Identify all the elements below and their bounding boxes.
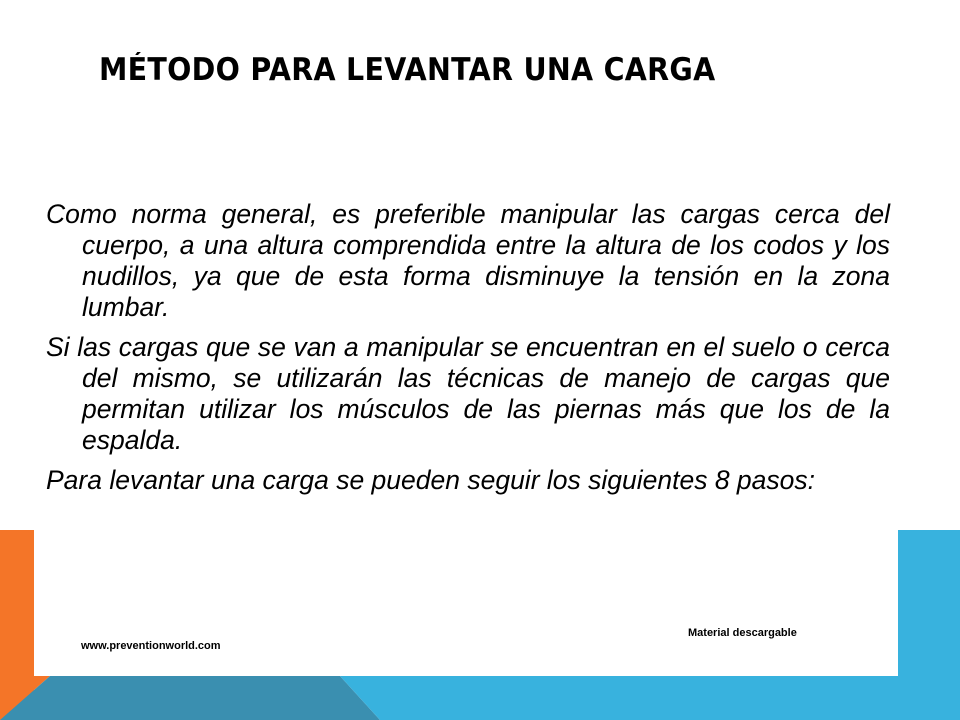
paragraph-1: Como norma general, es preferible manipular las cargas cerca del cuerpo, a una altura comprendida entre la altura de los codos y los nudillos, ya que de esta forma disminuye la tensión en la zona lumbar. [46,199,890,322]
footer-material-label: Material descargable [688,627,797,639]
light-blue-band [340,676,960,720]
footer-url: www.preventionworld.com [81,640,221,652]
dark-blue-band [0,676,380,720]
slide-title: MÉTODO PARA LEVANTAR UNA CARGA [99,52,716,88]
paragraph-3: Para levantar una carga se pueden seguir los siguientes 8 pasos: [46,465,815,495]
paragraph-2: Si las cargas que se van a manipular se encuentran en el suelo o cerca del mismo, se utilizarán las técnicas de manejo de cargas que permitan utilizar los músculos de las piernas más que los de la espalda. [46,332,890,455]
light-blue-side-band [898,530,960,720]
slide-body [46,199,890,505]
